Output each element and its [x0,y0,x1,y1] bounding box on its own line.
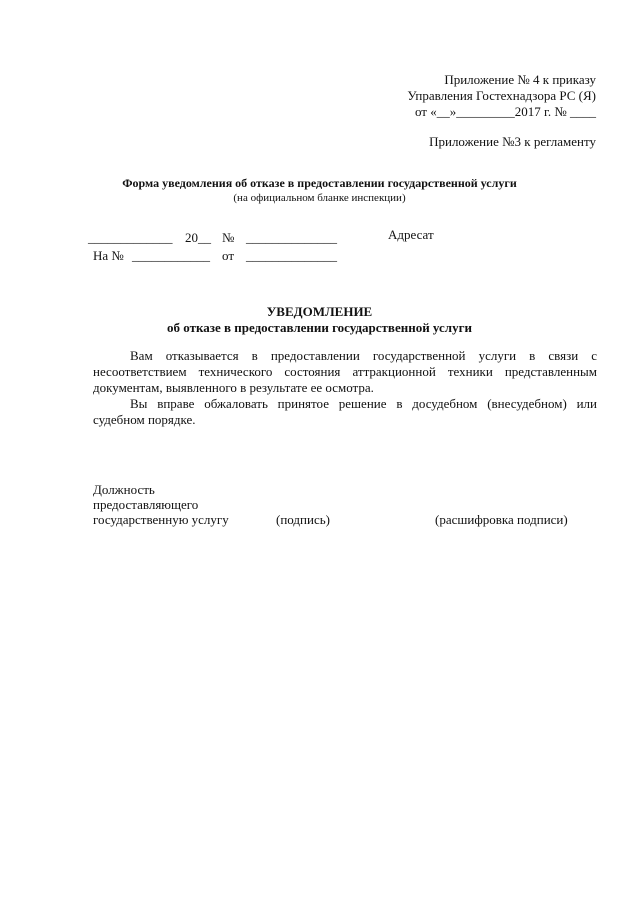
form-title: Форма уведомления об отказе в предоставлении государственной услуги [122,176,517,190]
appendix-reglament: Приложение №3 к регламенту [429,134,596,149]
from-label: от [222,248,235,263]
signature-decode-label: (расшифровка подписи) [435,512,568,527]
notice-subtitle: об отказе в предоставлении государственной услуги [166,320,472,335]
position-line1: Должность [93,482,155,497]
appendix-order-line1: Приложение № 4 к приказу [444,72,596,87]
body-paragraph-1-text: Вам отказывается в предоставлении государственной услуги в связи с несоответствием технического состояния аттракционной техники представленным документам, выявленного в результате ее осмотра. [93,348,597,395]
from-blank: ______________ [246,248,337,263]
signature-label: (подпись) [276,512,330,527]
on-number-blank: ____________ [132,248,210,263]
appendix-order-line2: Управления Гостехнадзора РС (Я) [407,88,596,103]
number-sign: № [222,230,235,245]
position-line3: государственную услугу [93,512,229,527]
number-blank: ______________ [246,230,337,245]
form-subtitle: (на официальном бланке инспекции) [233,192,406,204]
body-paragraph-1 [93,348,597,396]
year-field: 20__ [185,230,211,245]
on-number-label: На № [93,248,124,263]
position-line2: предоставляющего [93,497,199,512]
body-paragraph-2-text: Вы вправе обжаловать принятое решение в досудебном (внесудебном) или судебном порядке. [93,396,597,427]
date-blank: _____________ [88,230,173,245]
addressee-label: Адресат [388,227,434,242]
appendix-order-line3: от «__»_________2017 г. № ____ [414,104,596,119]
notice-title: УВЕДОМЛЕНИЕ [266,304,373,319]
body-paragraph-2 [93,396,597,428]
